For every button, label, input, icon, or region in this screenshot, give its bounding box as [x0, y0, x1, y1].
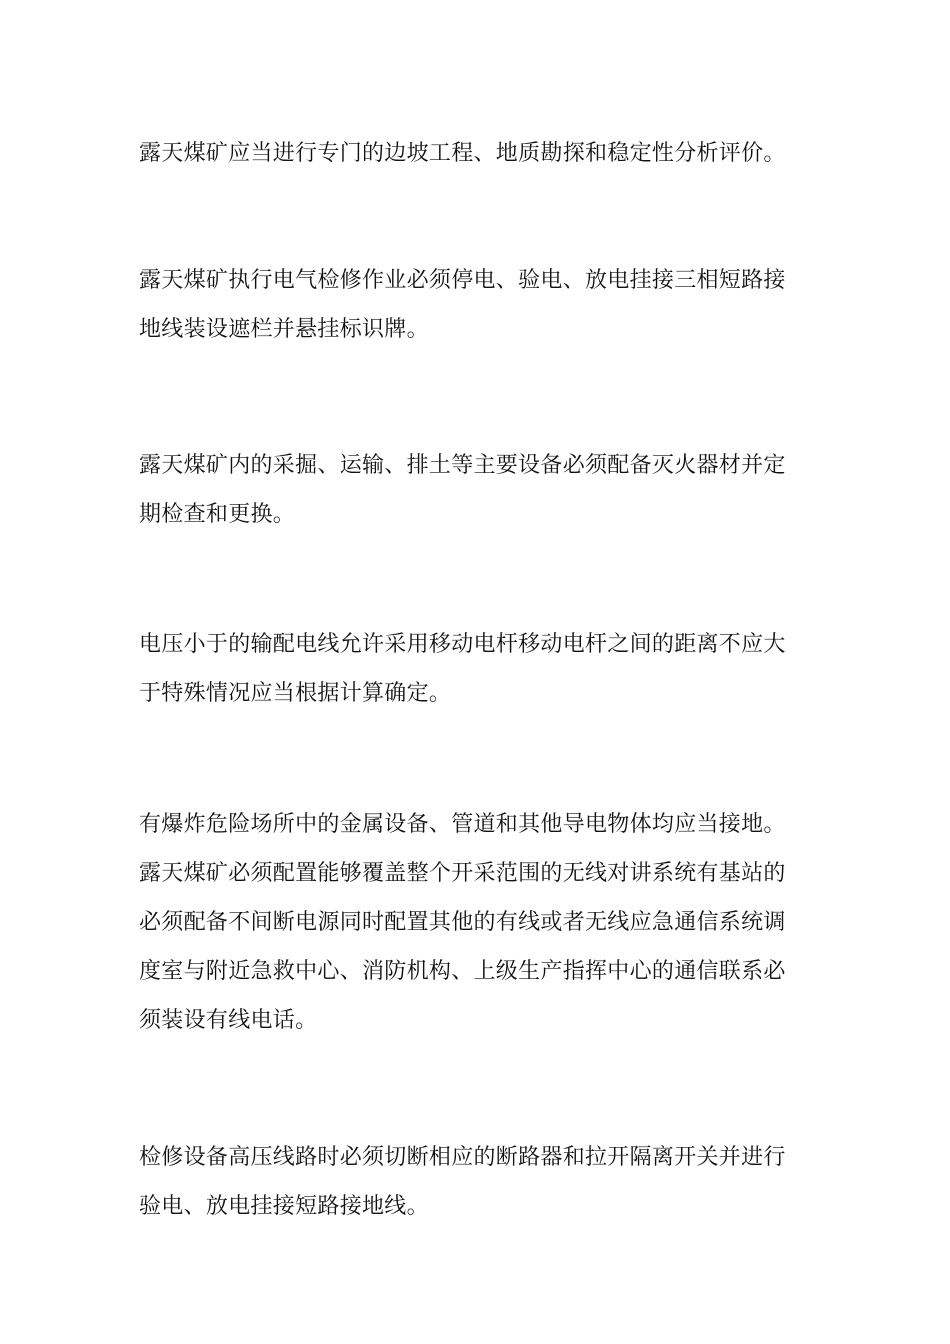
paragraph-slope-engineering — [139, 129, 811, 178]
paragraph-line: 度室与附近急救中心、消防机构、上级生产指挥中心的通信联系必 — [139, 959, 786, 984]
paragraph-line: 露天煤矿执行电气检修作业必须停电、验电、放电挂接三相短路接 — [139, 268, 786, 293]
paragraph-line: 露天煤矿应当进行专门的边坡工程、地质勘探和稳定性分析评价。 — [139, 141, 786, 166]
paragraph-line: 有爆炸危险场所中的金属设备、管道和其他导电物体均应当接地。 — [139, 812, 786, 837]
paragraph-line: 检修设备高压线路时必须切断相应的断路器和拉开隔离开关并进行 — [139, 1145, 786, 1170]
paragraph-line: 必须配备不间断电源同时配置其他的有线或者无线应急通信系统调 — [139, 910, 786, 935]
paragraph-line: 地线装设遮栏并悬挂标识牌。 — [139, 317, 429, 342]
paragraph-line: 验电、放电挂接短路接地线。 — [139, 1194, 429, 1219]
paragraph-line: 露天煤矿必须配置能够覆盖整个开采范围的无线对讲系统有基站的 — [139, 861, 786, 886]
paragraph-high-voltage-maintenance — [139, 1133, 811, 1231]
paragraph-electrical-maintenance — [139, 256, 811, 354]
paragraph-fire-equipment — [139, 441, 811, 539]
paragraph-grounding-communication — [139, 800, 811, 1045]
paragraph-line: 于特殊情况应当根据计算确定。 — [139, 681, 452, 706]
paragraph-line: 露天煤矿内的采掘、运输、排土等主要设备必须配备灭火器材并定 — [139, 453, 786, 478]
paragraph-line: 须装设有线电话。 — [139, 1008, 318, 1033]
paragraph-power-lines — [139, 620, 811, 718]
paragraph-line: 期检查和更换。 — [139, 502, 296, 527]
paragraph-line: 电压小于的输配电线允许采用移动电杆移动电杆之间的距离不应大 — [139, 632, 786, 657]
